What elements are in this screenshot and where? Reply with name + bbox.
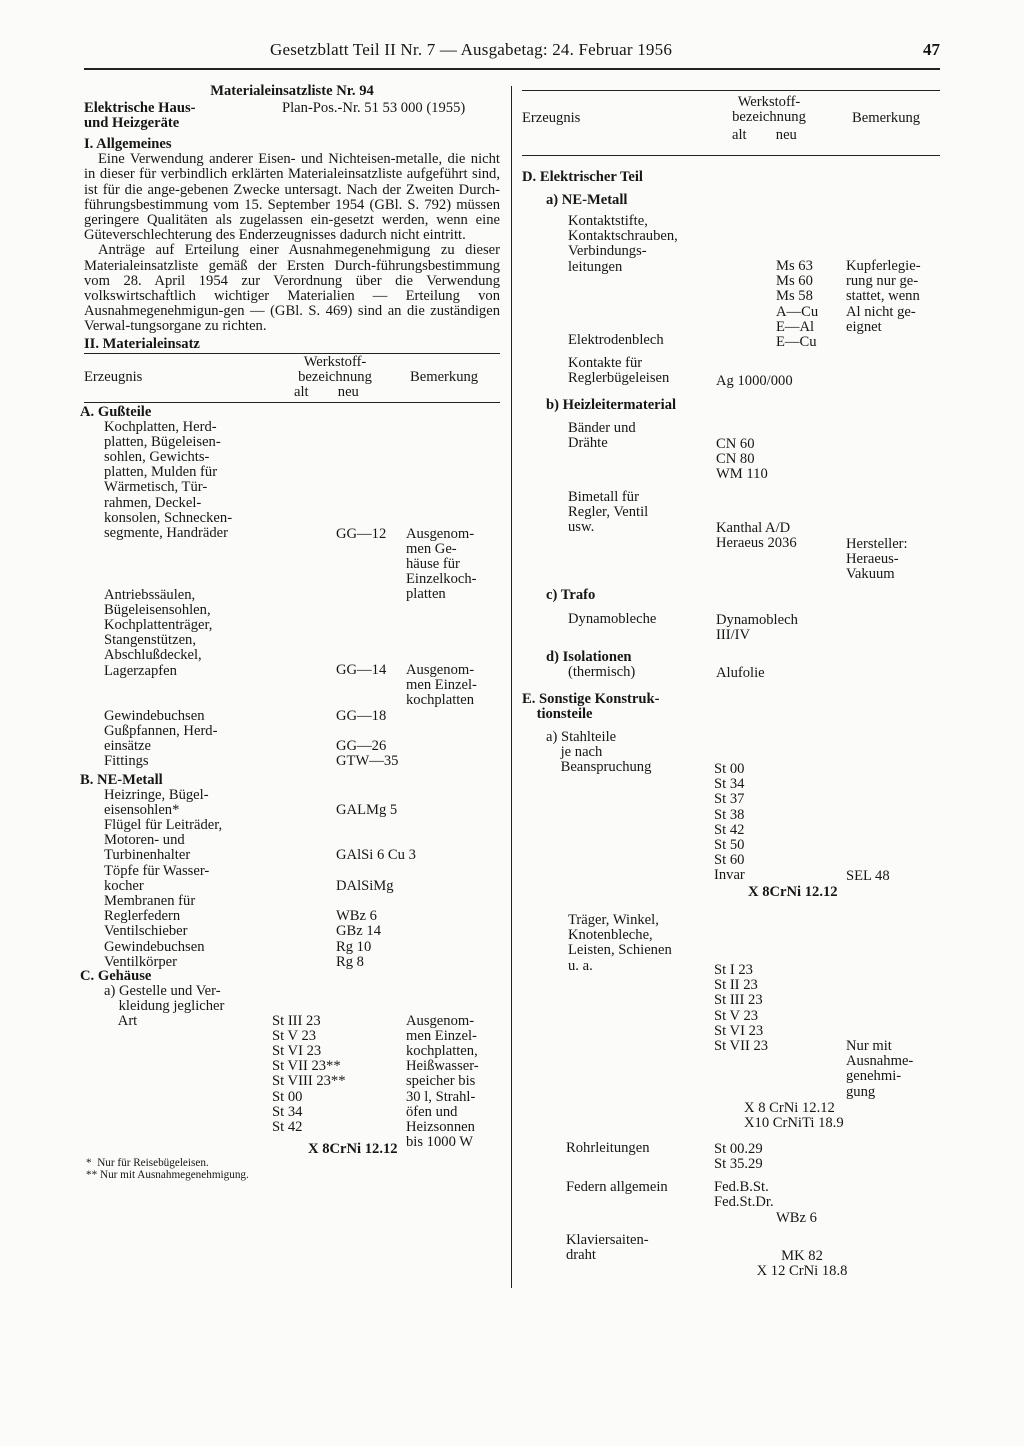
e-b-remark: Nur mit Ausnahme- genehmi- gung xyxy=(846,1038,914,1100)
section-e-title: E. Sonstige Konstruk- tionsteile xyxy=(522,691,660,723)
col-erzeugnis: Erzeugnis xyxy=(84,368,143,385)
d-b-item2-materials: Kanthal A/D Heraeus 2036 xyxy=(716,520,797,552)
d-a-title: a) NE-Metall xyxy=(546,192,628,208)
header-title: Gesetzblatt Teil II Nr. 7 — Ausgabetag: 24. Februar 1956 xyxy=(270,40,673,59)
c-remark: Ausgenom- men Einzel- kochplatten, Heißwasser- speicher bis 30 l, Strahl- öfen und Heizsonnen bis 1000 W xyxy=(406,1012,479,1151)
col-werkstoff-right: Werkstoff- bezeichnung xyxy=(732,94,806,126)
page-header xyxy=(84,38,940,68)
col-erzeugnis-right: Erzeugnis xyxy=(522,110,581,126)
d-c-material: Dynamoblech III/IV xyxy=(716,612,798,644)
d-c-title: c) Trafo xyxy=(546,587,596,603)
e-a-materials: St 00 St 34 St 37 St 38 St 42 St 50 St 60 Invar xyxy=(714,761,745,884)
section-a-title: A. Gußteile xyxy=(80,403,152,420)
section-b-ne-metall xyxy=(80,771,500,970)
col-bemerkung-right: Bemerkung xyxy=(852,110,921,126)
e-a-remark: SEL 48 xyxy=(846,868,890,884)
e-d-new: WBz 6 xyxy=(776,1210,817,1226)
column-divider xyxy=(511,86,512,1288)
c-item: a) Gestelle und Ver- kleidung jeglicher Art xyxy=(104,982,225,1030)
a-item1-material: GG—12 xyxy=(336,525,387,542)
d-b-title: b) Heizleitermaterial xyxy=(546,397,677,413)
d-b-item1-materials: CN 60 CN 80 WM 110 xyxy=(716,436,768,483)
d-a-item1-materials: Ms 63 Ms 60 Ms 58 A—Cu E—Al E—Cu xyxy=(776,258,819,351)
section-c-gehaeuse xyxy=(80,967,500,1165)
d-d-sub: (thermisch) xyxy=(568,664,636,680)
col-bemerkung: Bemerkung xyxy=(410,368,479,385)
table-header-left xyxy=(84,353,500,403)
section-d-title: D. Elektrischer Teil xyxy=(522,169,643,185)
page-number: 47 xyxy=(923,40,940,59)
footnotes: * Nur für Reisebügeleisen. ** Nur mit Ausnahmegenehmigung. xyxy=(86,1156,249,1181)
d-b-item2: Bimetall für Regler, Ventil usw. xyxy=(568,489,649,536)
subject: Elektrische Haus- und Heizgeräte xyxy=(84,100,196,132)
section-allgemeines-title: I. Allgemeines xyxy=(84,136,172,152)
right-column xyxy=(522,84,940,1280)
section-b-title: B. NE-Metall xyxy=(80,771,163,788)
d-d-material: Alufolie xyxy=(716,665,765,681)
plan-pos: Plan-Pos.-Nr. 51 53 000 (1955) xyxy=(282,100,466,116)
d-b-item1: Bänder und Drähte xyxy=(568,420,636,452)
d-b-item2-remark: Hersteller: Heraeus- Vakuum xyxy=(846,536,908,583)
a-item1: Kochplatten, Herd- platten, Bügeleisen- sohlen, Gewichts- platten, Mulden für Wärmetisch, Tür- rahmen, Deckel- konsolen, Schnecken- segmente, Handräder xyxy=(104,418,233,542)
a-item3-materials: GG—18 GG—26 GTW—35 xyxy=(336,707,399,770)
col-alt-neu-right: alt neu xyxy=(732,127,797,143)
e-e-item: Klaviersaiten- draht xyxy=(566,1232,649,1264)
col-werkstoff: Werkstoff- bezeichnung xyxy=(298,353,372,385)
section-c-title: C. Gehäuse xyxy=(80,967,152,984)
list-title: Materialeinsatzliste Nr. 94 xyxy=(210,83,374,99)
b-materials: GALMg 5 GAlSi 6 Cu 3 DAlSiMg WBz 6 GBz 14 Rg 10 Rg 8 xyxy=(336,801,416,970)
d-a-item3-material: Ag 1000/000 xyxy=(716,373,793,389)
e-d-materials: Fed.B.St. Fed.St.Dr. xyxy=(714,1179,774,1211)
b-items: Heizringe, Bügel- eisensohlen* Flügel für Leiträder, Motoren- und Turbinenhalter Töpfe für Wasser- kocher Membranen für Reglerfedern Ventilschieber Gewindebuchsen Ventilkörper xyxy=(104,786,223,970)
e-b-item: Träger, Winkel, Knotenbleche, Leisten, Schienen u. a. xyxy=(568,912,672,974)
d-a-item2: Elektrodenblech xyxy=(568,332,664,348)
e-a-new: X 8CrNi 12.12 xyxy=(748,884,838,900)
col-alt-neu: alt neu xyxy=(294,383,359,400)
d-a-item1: Kontaktstifte, Kontaktschrauben, Verbindungs- leitungen xyxy=(568,213,678,275)
e-c-materials: St 00.29 St 35.29 xyxy=(714,1141,763,1173)
e-a-item: a) Stahlteile je nach Beanspruchung xyxy=(546,729,652,776)
e-c-item: Rohrleitungen xyxy=(566,1140,650,1156)
section-allgemeines-p2: Anträge auf Erteilung einer Ausnahmegenehmigung zu dieser Materialeinsatzliste gemäß der Ersten Durch-führungsbestimmung vom 28. April 1954 zur Verordnung über die Verwendung volkswirtschaftlich wichtiger Materialien — Erteilung von Ausnahmegenehmigun-gen — (GBl. S. 469) sind an die zuständigen Verwal-tungsorgane zu richten. xyxy=(84,242,500,335)
section-materialeinsatz-title: II. Materialeinsatz xyxy=(84,335,200,352)
e-b-new: X 8 CrNi 12.12 X10 CrNiTi 18.9 xyxy=(744,1100,844,1132)
a-item2-material: GG—14 xyxy=(336,661,387,678)
section-allgemeines-p1: Eine Verwendung anderer Eisen- und Nichteisen-metalle, die nicht in dieser für verbindlich erklärten Materialeinsatzliste aufgeführt sind, ist für die ange-gebenen Zwecke untersagt. Nach der Zweiten Durch-führungsbestimmung vom 15. September 1954 (GBl. S. 792) müssen geringere Qualitäten als zugelassen ein-gesetzt werden, wenn eine Güteverschlechterung des Enderzeugnisses dadurch nicht eintritt. xyxy=(84,151,500,244)
a-item1-remark: Ausgenom- men Ge- häuse für Einzelkoch- platten xyxy=(406,525,477,603)
left-column xyxy=(80,83,500,1181)
a-item3: Gewindebuchsen Gußpfannen, Herd- einsätze Fittings xyxy=(104,707,218,770)
a-item2-remark: Ausgenom- men Einzel- kochplatten xyxy=(406,661,477,709)
section-d-elektrischer-teil xyxy=(522,156,940,684)
a-item2: Antriebssäulen, Bügeleisensohlen, Kochplattenträger, Stangenstützen, Abschlußdeckel, Lagerzapfen xyxy=(104,586,213,679)
e-e-new: MK 82 X 12 CrNi 18.8 xyxy=(756,1248,848,1280)
e-d-item: Federn allgemein xyxy=(566,1179,668,1195)
c-materials: St III 23 St V 23 St VI 23 St VII 23** St VIII 23** St 00 St 34 St 42 xyxy=(272,1012,346,1136)
header-rule xyxy=(84,68,940,70)
d-c-item: Dynamobleche xyxy=(568,611,657,627)
e-b-materials: St I 23 St II 23 St III 23 St V 23 St VI 23 St VII 23 xyxy=(714,962,769,1055)
section-a-gussteile xyxy=(80,403,500,773)
d-a-item1-remark: Kupferlegie- rung nur ge- stattet, wenn Al nicht ge- eignet xyxy=(846,258,921,335)
table-header-right xyxy=(522,90,940,156)
subject-block xyxy=(84,101,500,135)
d-a-item3: Kontakte für Reglerbügeleisen xyxy=(568,355,670,387)
c-material-new: X 8CrNi 12.12 xyxy=(308,1140,398,1157)
section-e-konstruktionsteile xyxy=(522,684,940,1280)
d-d-title: d) Isolationen xyxy=(546,649,632,665)
